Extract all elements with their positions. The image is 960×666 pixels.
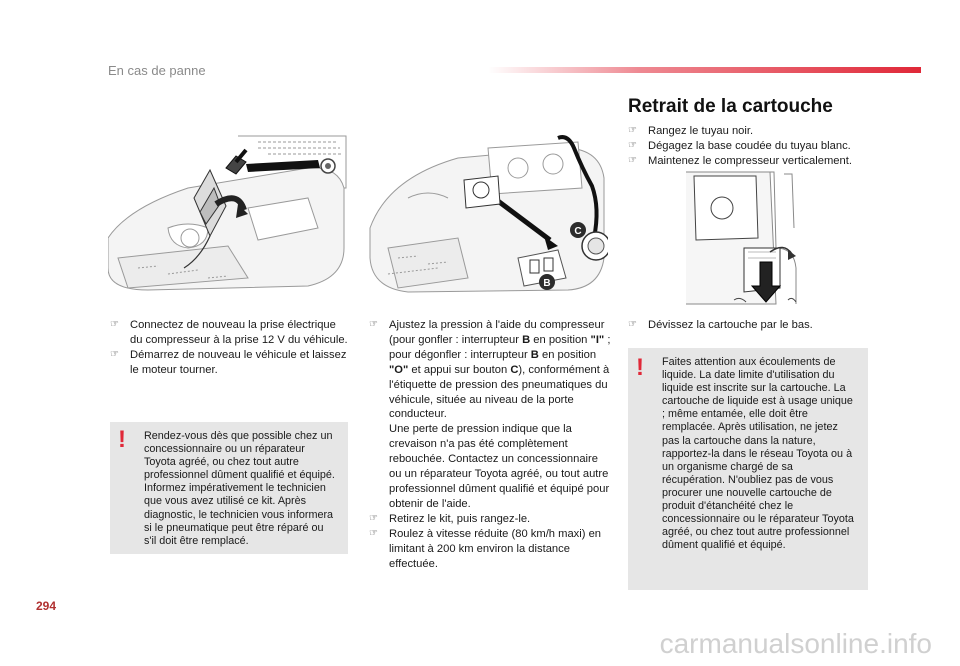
warning-icon: ! xyxy=(118,426,126,453)
step-text: ; pour dégonfler : interrupteur xyxy=(389,333,611,361)
warning-box-dealer xyxy=(110,422,348,554)
warning-box-cartridge xyxy=(628,348,868,590)
position-ref: "I" xyxy=(590,333,605,346)
list-item: ☞ Retirez le kit, puis rangez-le. xyxy=(369,512,611,527)
list-item: ☞ Maintenez le compresseur verticalement. xyxy=(628,154,878,169)
cartridge-removal-illustration xyxy=(684,168,802,310)
compressor-plug-illustration xyxy=(108,128,348,293)
step-text: et appui sur bouton xyxy=(408,363,511,376)
warning-text: Rendez-vous dès que possible chez un concessionnaire ou un réparateur Toyota agréé, ou chez tout autre professionnel dûment qualifié et équipé. Informez impérativement le technicien que vous avez utilisé ce kit. Après diagnostic, le technicien vous informera si le pneumatique peut être réparé ou s'il doit être remplacé. xyxy=(144,430,335,547)
cartridge-steps-list xyxy=(628,124,878,169)
switch-ref: B xyxy=(522,333,531,346)
switch-ref: B xyxy=(530,348,539,361)
list-item: ☞ Connectez de nouveau la prise électrique du compresseur à la prise 12 V du véhicule. xyxy=(110,318,348,348)
step-text: en position xyxy=(530,333,591,346)
compressor-pressure-illustration xyxy=(368,128,608,293)
callout-c-label: C xyxy=(574,226,582,237)
pressure-loss-note: Une perte de pression indique que la crevaison n'a pas été complètement rebouchée. Contactez un concessionnaire ou un réparateur Toyota agréé, ou tout autre professionnel dûment qualifié et équipé pour obtenir de l'aide. xyxy=(389,423,610,510)
reconnect-steps-list xyxy=(110,318,348,378)
section-label: En cas de panne xyxy=(108,63,206,78)
watermark: carmanualsonline.info xyxy=(659,628,932,659)
list-item: ☞ Rangez le tuyau noir. xyxy=(628,124,878,139)
list-item: ☞ Démarrez de nouveau le véhicule et laissez le moteur tourner. xyxy=(110,348,348,378)
button-ref: C xyxy=(510,363,519,376)
header-accent-bar xyxy=(488,67,921,73)
warning-text: Faites attention aux écoulements de liquide. La date limite d'utilisation du liquide est inscrite sur la cartouche. La cartouche de liquide est à usage unique ; même entamée, elle doit être remplacée. Après utilisation, ne jetez pas la cartouche dans la nature, rapportez-la dans le réseau Toyota ou à un organisme chargé de sa récupération. N'oubliez pas de vous procurer une nouvelle cartouche de produit d'étanchéité chez le concessionnaire ou le réparateur Toyota agréé, ou chez tout autre professionnel dûment qualifié et équipé. xyxy=(662,356,854,552)
pressure-steps-list xyxy=(369,318,611,571)
position-ref: "O" xyxy=(389,363,409,376)
unscrew-step-list xyxy=(628,318,878,333)
page-title: Retrait de la cartouche xyxy=(628,96,833,117)
step-text: en position xyxy=(538,348,597,361)
list-item: ☞ Roulez à vitesse réduite (80 km/h maxi) en limitant à 200 km environ la distance effectuée. xyxy=(369,527,611,572)
page-number: 294 xyxy=(36,599,57,613)
step-text: ), conformément à l'étiquette de pression des pneumatiques du véhicule, située au niveau de la porte conducteur. xyxy=(389,363,610,421)
warning-icon: ! xyxy=(636,354,644,381)
list-item: ☞ Dégagez la base coudée du tuyau blanc. xyxy=(628,139,878,154)
callout-b-label: B xyxy=(543,278,551,289)
list-item: ☞ Dévissez la cartouche par le bas. xyxy=(628,318,878,333)
list-item xyxy=(369,318,611,422)
step-text: Ajustez la pression à l'aide du compresseur (pour gonfler : interrupteur xyxy=(389,319,605,346)
